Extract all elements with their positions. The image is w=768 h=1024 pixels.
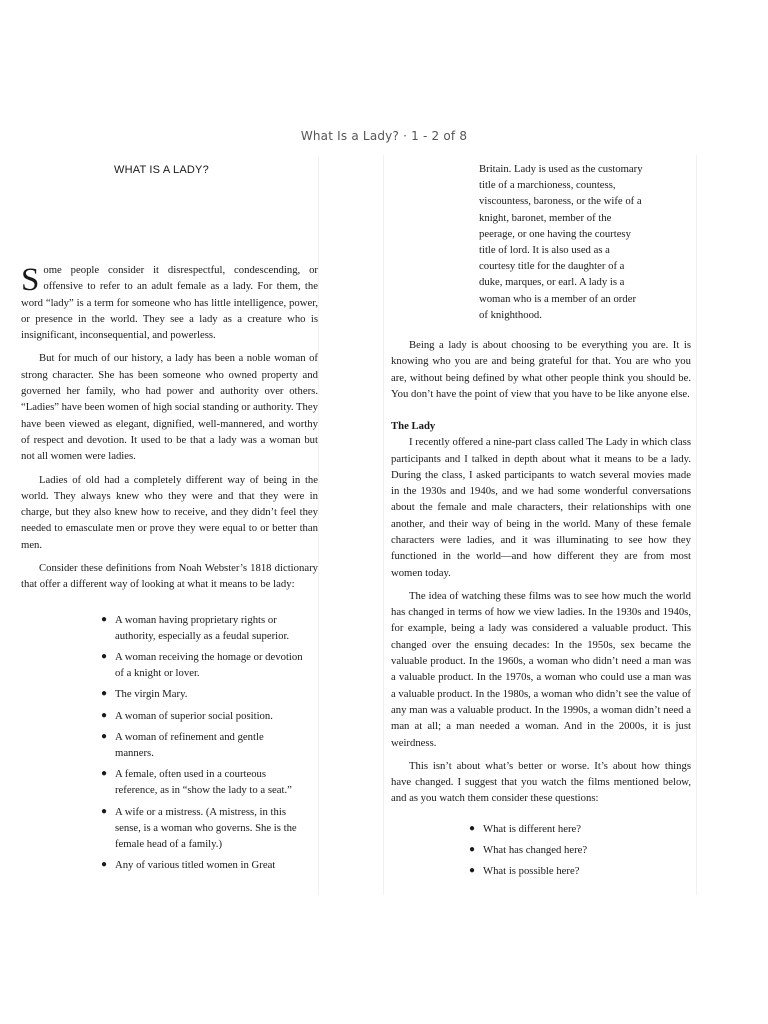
bullet-icon: ●: [101, 805, 108, 817]
bullet-icon: ●: [101, 688, 108, 700]
intro-paragraph: [21, 262, 318, 343]
list-item: ● The virgin Mary.: [101, 686, 305, 702]
list-item: ● A woman having proprietary rights or authority, especially as a feudal superior.: [101, 613, 290, 642]
bullet-icon: ●: [101, 613, 108, 625]
list-item: ● A woman of superior social position.: [101, 708, 305, 724]
right-page: [383, 155, 697, 895]
page-header: What Is a Lady? · 1 - 2 of 8: [300, 129, 468, 143]
section-heading: The Lady: [391, 420, 436, 433]
definition-continuation: Britain. Lady is used as the customary title of a marchioness, countess, viscountess, baroness, or the wife of a knight, baronet, member of the peerage, or one having the courtesy title of lord. It is also used as a courtesy title for the daughter of a duke, marques, or earl. A lady is a woman who is a member of an order of knighthood.: [479, 163, 643, 321]
chapter-title: WHAT IS A LADY?: [114, 164, 209, 176]
bullet-icon: ●: [469, 822, 476, 834]
list-item: ● A wife or a mistress. (A mistress, in this sense, is a woman who governs. She is the female head of a family.): [101, 805, 297, 851]
list-item: ● What has changed here?: [469, 842, 663, 858]
bullet-icon: ●: [101, 709, 108, 721]
paragraph-being-a-lady: Being a lady is about choosing to be everything you are. It is knowing who you are and being grateful for that. You are who you are, without being defined by what other people think you should be. You don’t have the point of view that you have to be like anyone else.: [391, 339, 691, 400]
bullet-icon: ●: [469, 843, 476, 855]
list-item: ● Any of various titled women in Great: [101, 857, 305, 873]
paragraph-definitions-intro: Consider these definitions from Noah Webster’s 1818 dictionary that offer a different way of looking at what it means to be lady:: [21, 562, 318, 591]
bullet-icon: ●: [469, 864, 476, 876]
paragraph-class: I recently offered a nine-part class called The Lady in which class participants and I talked in depth about what it means to be a lady. During the class, I asked participants to watch several movies made in the 1930s and 1940s, and we had some wonderful conversations about the female and male characters, their relationships with one another, and their way of being in the world. Many of these female characters were ladies, and it was illuminating to see how they functioned in the world—and how different they are from most women today.: [391, 436, 691, 579]
bullet-icon: ●: [101, 651, 108, 663]
paragraph-films: The idea of watching these films was to see how much the world has changed in terms of how we view ladies. In the 1930s and 1940s, for example, being a lady was considered a valuable product. This changed over the ensuing decades: In the 1950s, sex became the valuable product. In the 1960s, a woman who didn’t need a man was a valuable product. In the 1970s, a woman who could use a man was a valuable product. In the 1980s, a woman who didn’t see the value of any man was a valuable product. In the 1990s, a woman didn’t need a man at all; a man needed a woman. And in the 2000s, it is just weirdness.: [391, 589, 691, 749]
intro-text: ome people consider it disrespectful, condescending, or offensive to refer to an adult female as a lady. For them, the word “lady” is a term for someone who has little intelligence, power, or presence in the world. They see a lady as a creature who is insignificant, inconsequential, and powerless.: [21, 264, 318, 342]
bullet-icon: ●: [101, 768, 108, 780]
right-column: [391, 155, 691, 884]
paragraph-history: But for much of our history, a lady has been a noble woman of strong character. She has been someone who owned property and governed her family, who had power and authority over others. “Ladies” have been women of high social standing or authority. They have been viewed as elegant, dignified, well-mannered, and worthy of respect and devotion. It used to be that a lady was a woman but not all women were ladies.: [21, 352, 318, 463]
list-item: ● A female, often used in a courteous reference, as in “show the lady to a seat.”: [101, 768, 292, 797]
definitions-list: [21, 612, 318, 874]
list-item: ● What is different here?: [469, 821, 663, 837]
bullet-icon: ●: [101, 730, 108, 742]
left-column: [21, 262, 318, 878]
list-item: ● A woman of refinement and gentle manners.: [101, 730, 264, 760]
paragraph-ladies-of-old: Ladies of old had a completely different way of being in the world. They always knew who they were and that they were in charge, but they also knew how to receive, and they didn’t feel they needed to emasculate men or prove they were equal to or better than men.: [21, 473, 318, 551]
bullet-icon: ●: [101, 859, 108, 871]
drop-cap: S: [21, 262, 40, 298]
left-page: [8, 155, 319, 895]
paragraph-questions-intro: This isn’t about what’s better or worse. It’s about how things have changed. I suggest that you watch the films mentioned below, and as you watch them consider these questions:: [391, 759, 691, 805]
list-item: ● A woman receiving the homage or devotion of a knight or lover.: [101, 651, 303, 680]
list-item: ● What is possible here?: [469, 863, 663, 879]
questions-list: [391, 821, 691, 879]
